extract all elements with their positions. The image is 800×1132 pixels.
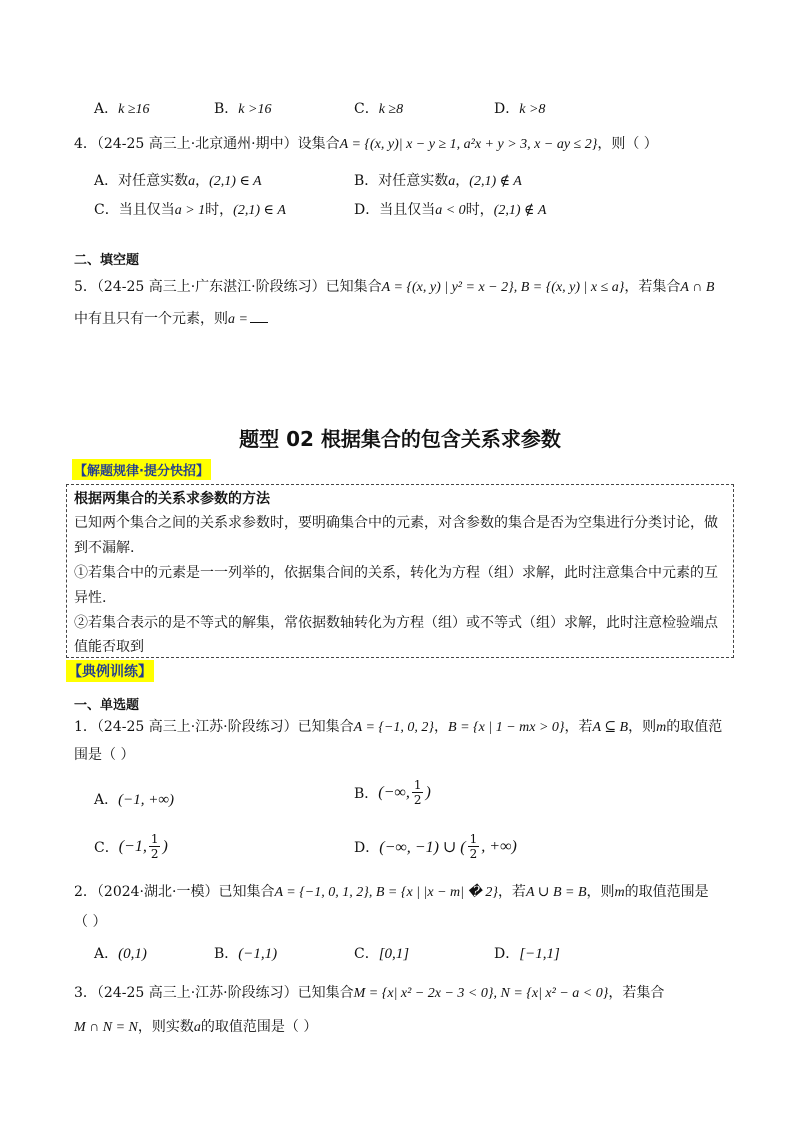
e2-option-c [354, 943, 409, 963]
option-letter: B． [214, 101, 239, 117]
option-cond: a < 0 [435, 203, 466, 218]
tip-line: 已知两个集合之间的关系求参数时，要明确集合中的元素，对含参数的集合是否为空集进行分类讨论，做 [74, 515, 718, 531]
answer-var: a = [228, 312, 248, 327]
e2-option-b [214, 943, 277, 963]
option-letter: D． [494, 101, 520, 117]
option-math: (2,1) ∈ A [209, 174, 262, 189]
intersection-expr: A ∩ B [680, 280, 715, 295]
option-sep: ， [195, 173, 210, 189]
set-a: A = {−1, 0, 2} [353, 720, 435, 735]
option-cond: a > 1 [174, 203, 206, 218]
section-heading-fill-in: 二、填空题 [74, 253, 140, 268]
tip-line: 异性. [74, 590, 107, 606]
numerator: 1 [469, 832, 478, 846]
relation-expr: A ⊆ B [592, 720, 629, 735]
option-text: 当且仅当 [118, 202, 175, 218]
option-letter: A． [94, 792, 119, 808]
question-number: 2． [74, 884, 97, 900]
question-number: 3． [74, 985, 97, 1001]
interval-close: , +∞) [481, 837, 517, 855]
condition-expr: M ∩ N = N [74, 1020, 138, 1035]
option-var: a [448, 174, 456, 189]
e1-option-d [354, 832, 517, 861]
relation-expr: A ∪ B = B [525, 885, 587, 900]
option-letter: C． [354, 946, 379, 962]
section-heading-single-choice: 一、单选题 [74, 698, 140, 713]
option-math: (2,1) ∉ A [469, 174, 522, 189]
example-3-line2 [74, 1016, 317, 1036]
question-mid: ，若 [564, 719, 593, 735]
option-math: (−1, +∞) [118, 792, 175, 808]
question-5 [74, 276, 714, 296]
denominator: 2 [413, 793, 422, 807]
option-math: k >8 [519, 102, 546, 117]
example-2-line2: （ ） [74, 914, 107, 930]
option-suffix: 时， [465, 202, 494, 218]
question-mid: ，若集合 [624, 279, 681, 295]
option-math: (2,1) ∉ A [493, 203, 547, 218]
question-tail: 的取值范围是（ ） [200, 1019, 318, 1035]
question-mid: ，若集合 [608, 985, 665, 1001]
fraction [412, 778, 424, 807]
option-text: 对任意实数 [378, 173, 449, 189]
tip-heading: 根据两集合的关系求参数的方法 [74, 491, 270, 507]
option-letter: B． [214, 946, 239, 962]
interval-open: (−1, [118, 837, 147, 855]
option-letter: A． [94, 101, 119, 117]
option-letter: D． [354, 839, 380, 856]
prev-option-a [94, 98, 150, 118]
denominator: 2 [469, 847, 478, 861]
example-1-line2: 围是（ ） [74, 747, 135, 763]
q4-option-b [354, 170, 522, 190]
tip-tag: 【解题规律·提分快招】 [72, 459, 211, 480]
example-1 [74, 716, 722, 736]
option-letter: D． [494, 946, 520, 962]
question-number: 1． [74, 719, 97, 735]
option-text: 对任意实数 [118, 173, 189, 189]
answer-blank[interactable] [250, 310, 268, 323]
q4-option-a [94, 170, 262, 190]
option-math: k ≥8 [378, 102, 404, 117]
question-tail: 的取值范围是 [624, 884, 709, 900]
option-letter: A． [94, 173, 119, 189]
question-source: （24-25 高三上·广东湛江·阶段练习）已知集合 [96, 279, 382, 295]
option-letter: A． [94, 946, 119, 962]
question-source: （2024·湖北·一模）已知集合 [96, 884, 275, 900]
option-math: k >16 [238, 102, 272, 117]
set-expression: A = {(x, y)| x − y ≥ 1, a²x + y > 3, x − ay ≤ 2} [339, 137, 598, 152]
question-mid: ，若 [497, 884, 526, 900]
example-2 [74, 881, 709, 901]
option-math: (2,1) ∈ A [233, 203, 286, 218]
prev-option-c [354, 98, 403, 118]
option-sep: ， [455, 173, 470, 189]
question-source: （24-25 高三上·江苏·阶段练习）已知集合 [96, 985, 354, 1001]
e2-option-d [494, 943, 560, 963]
prev-option-b [214, 98, 271, 118]
e1-option-a [94, 789, 174, 809]
tip-line: ②若集合表示的是不等式的解集，常依据数轴转化为方程（组）或不等式（组）求解，此时注意检验端点 [74, 615, 718, 631]
question-4 [74, 133, 658, 153]
question-number: 4． [74, 136, 97, 152]
interval-open: (−∞, [378, 783, 410, 801]
option-letter: B． [354, 173, 379, 189]
set-expression: A = {(x, y) | y² = x − 2}, B = {(x, y) | x ≤ a} [381, 280, 625, 295]
interval-open: (−∞, −1) ∪ ( [379, 838, 466, 856]
prev-option-d [494, 98, 545, 118]
question-tail: ，则 [586, 884, 615, 900]
e2-option-a [94, 943, 147, 963]
option-letter: C． [94, 839, 119, 856]
q4-option-d [354, 199, 546, 219]
question-text: 中有且只有一个元素，则 [74, 311, 228, 327]
option-letter: C． [94, 202, 119, 218]
option-var: a [188, 174, 196, 189]
option-math: k ≥16 [118, 102, 150, 117]
param-var: m [614, 885, 625, 900]
option-math: [−1,1] [519, 946, 560, 962]
set-b: B = {x | 1 − mx > 0} [448, 720, 565, 735]
q4-option-c [94, 199, 286, 219]
e1-option-b [354, 778, 431, 807]
question-tail: ，则 [628, 719, 657, 735]
question-tail: ，则（ ） [597, 136, 658, 152]
denominator: 2 [150, 847, 159, 861]
question-source: （24-25 高三上·北京通州·期中）设集合 [96, 136, 340, 152]
set-expression: A = {−1, 0, 1, 2}, B = {x | |x − m| � 2} [274, 885, 498, 900]
question-text: ，则实数 [137, 1019, 194, 1035]
option-letter: D． [354, 202, 380, 218]
numerator: 1 [150, 832, 159, 846]
question-source: （24-25 高三上·江苏·阶段练习）已知集合 [96, 719, 354, 735]
example-tag: 【典例训练】 [66, 660, 154, 682]
option-letter: C． [354, 101, 379, 117]
option-math: [0,1] [378, 946, 410, 962]
numerator: 1 [413, 778, 422, 792]
e1-option-c [94, 832, 168, 861]
tip-line: ①若集合中的元素是一一列举的，依据集合间的关系，转化为方程（组）求解，此时注意集合中元素的互 [74, 565, 718, 581]
tip-line: 到不漏解. [74, 540, 135, 556]
option-math: (0,1) [118, 946, 147, 962]
interval-close: ) [425, 783, 431, 801]
option-text: 当且仅当 [379, 202, 436, 218]
question-number: 5． [74, 279, 97, 295]
question-tail: 的取值范 [666, 719, 723, 735]
option-suffix: 时， [205, 202, 234, 218]
option-math: (−1,1) [238, 946, 278, 962]
fraction [468, 832, 480, 861]
param-var: a [193, 1020, 201, 1035]
comma: ， [434, 719, 449, 735]
option-letter: B． [354, 785, 379, 802]
fraction [149, 832, 161, 861]
topic-title: 题型 02 根据集合的包含关系求参数 [239, 427, 561, 451]
question-5-line2 [74, 308, 268, 328]
set-expression: M = {x| x² − 2x − 3 < 0}, N = {x| x² − a < 0} [353, 986, 609, 1001]
tip-line: 值能否取到 [74, 639, 144, 655]
param-var: m [656, 720, 667, 735]
interval-close: ) [162, 837, 168, 855]
example-3 [74, 982, 664, 1002]
